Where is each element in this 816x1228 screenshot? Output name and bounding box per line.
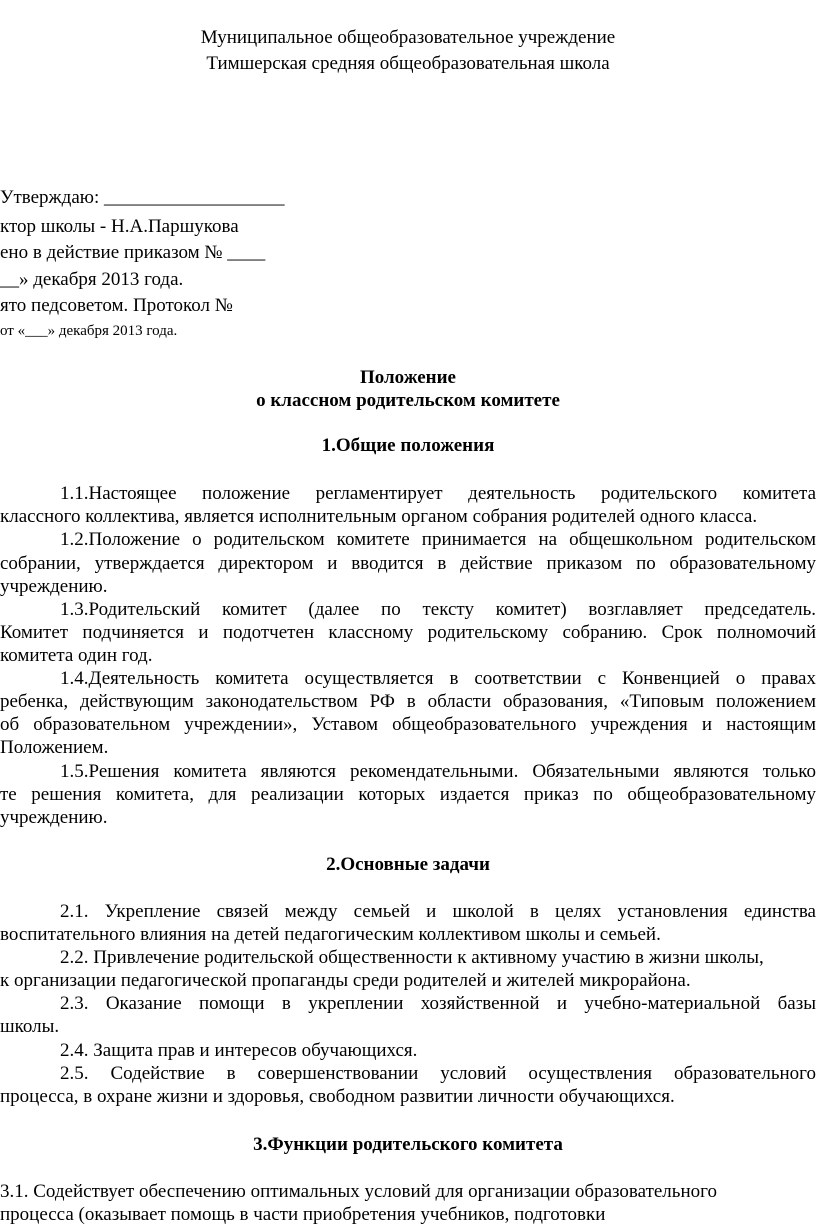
approval-date: __» декабря 2013 года. — [0, 269, 184, 290]
paragraph-line: 1.4.Деятельность комитета осуществляется в соответствии с Конвенцией о правах — [60, 668, 816, 689]
approval-council: ято педсоветом. Протокол № — [0, 295, 233, 316]
paragraph-line: учреждению. — [0, 807, 108, 828]
approval-line: Утверждаю: ___________________ — [0, 187, 285, 208]
paragraph-line: процесса (оказывает помощь в части приобретения учебников, подготовки — [0, 1204, 606, 1225]
paragraph-line: классного коллектива, является исполнительным органом собрания родителей одного класса. — [0, 506, 758, 527]
paragraph-line: учреждению. — [0, 576, 108, 597]
paragraph-line: 1.1.Настоящее положение регламентирует деятельность родительского комитета — [60, 483, 816, 504]
paragraph-line: об образовательном учреждении», Уставом общеобразовательного учреждения и настоящим — [0, 714, 816, 735]
paragraph-line: комитета один год. — [0, 645, 153, 666]
section-heading: 3.Функции родительского комитета — [253, 1134, 563, 1155]
paragraph-line: 1.3.Родительский комитет (далее по тексту комитет) возглавляет председатель. — [60, 599, 816, 620]
school-type: Муниципальное общеобразовательное учреждение — [200, 27, 616, 48]
paragraph-line: ребенка, действующим законодательством РФ в области образования, «Типовым положением — [0, 691, 816, 712]
paragraph-line: 1.5.Решения комитета являются рекомендательными. Обязательными являются только — [60, 761, 816, 782]
paragraph-line: воспитательного влияния на детей педагогическим коллективом школы и семьей. — [0, 924, 661, 945]
paragraph-line: школы. — [0, 1016, 60, 1037]
paragraph-line: 3.1. Содействует обеспечению оптимальных условий для организации образовательного — [0, 1181, 717, 1202]
paragraph-line: 1.2.Положение о родительском комитете принимается на общешкольном родительском — [60, 529, 816, 550]
approval-director: ктор школы - Н.А.Паршукова — [0, 216, 239, 237]
paragraph-line: 2.2. Привлечение родительской общественности к активному участию в жизни школы, — [60, 947, 764, 968]
approval-protocol-date: от «___» декабря 2013 года. — [0, 323, 178, 339]
paragraph-line: собрании, утверждается директором и вводится в действие приказом по образовательному — [0, 553, 816, 574]
paragraph-line: 2.3. Оказание помощи в укреплении хозяйственной и учебно-материальной базы — [60, 993, 816, 1014]
paragraph-line: процесса, в охране жизни и здоровья, свободном развитии личности обучающихся. — [0, 1086, 675, 1107]
paragraph-line: те решения комитета, для реализации которых издается приказ по общеобразовательному — [0, 784, 816, 805]
paragraph-line: Положением. — [0, 737, 109, 758]
document-title: Положение — [359, 367, 456, 388]
paragraph-line: к организации педагогической пропаганды среди родителей и жителей микрорайона. — [0, 970, 691, 991]
paragraph-line: 2.1. Укрепление связей между семьей и школой в целях установления единства — [60, 901, 816, 922]
paragraph-line: 2.4. Защита прав и интересов обучающихся. — [60, 1040, 418, 1061]
section-heading: 1.Общие положения — [321, 435, 495, 456]
paragraph-line: Комитет подчиняется и подотчетен классному родительскому собранию. Срок полномочий — [0, 622, 816, 643]
section-heading: 2.Основные задачи — [326, 854, 490, 875]
document-subtitle: о классном родительском комитете — [256, 390, 560, 411]
paragraph-line: 2.5. Содействие в совершенствовании условий осуществления образовательного — [60, 1063, 816, 1084]
school-name: Тимшерская средняя общеобразовательная школа — [206, 53, 610, 74]
approval-order: ено в действие приказом № ____ — [0, 242, 266, 263]
